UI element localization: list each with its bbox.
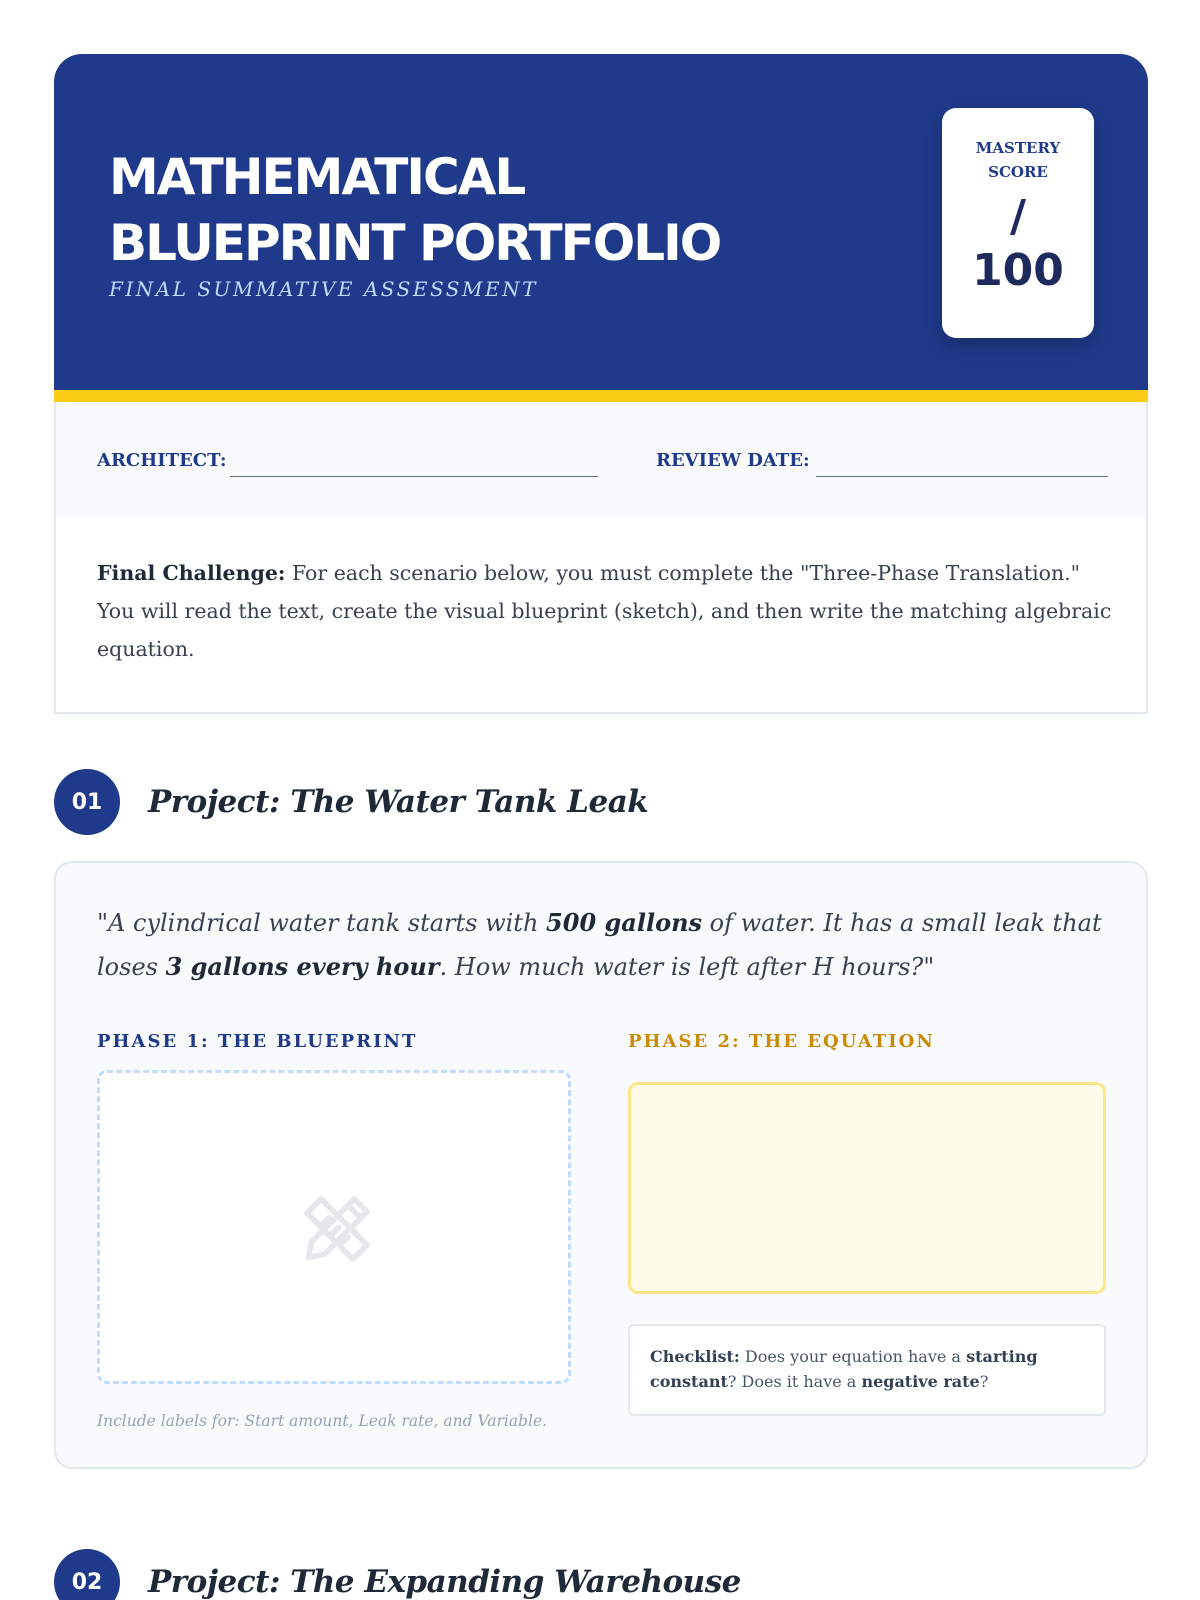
equation-answer-box[interactable]: [628, 1082, 1106, 1294]
section-number-badge: 02: [54, 1549, 120, 1600]
checklist-part: Does your equation have a: [739, 1347, 967, 1366]
project-card-01: [54, 861, 1148, 1469]
mastery-score-card: [942, 108, 1094, 338]
score-slash: /: [1009, 191, 1027, 242]
checklist-part: ?: [979, 1372, 989, 1391]
review-date-field[interactable]: [816, 476, 1108, 477]
section-title: Project: The Expanding Warehouse: [148, 1564, 741, 1600]
checklist-bold: negative rate: [861, 1372, 980, 1391]
phase-2-label: PHASE 2: THE EQUATION: [628, 1031, 935, 1052]
architect-field[interactable]: [230, 476, 598, 477]
title-line-1: MATHEMATICAL: [109, 148, 525, 206]
scenario-part: of water. It has a small leak that loses: [97, 909, 1102, 981]
scenario-part: "A cylindrical water tank starts with: [97, 909, 547, 937]
architect-label: ARCHITECT:: [97, 450, 227, 471]
section-heading-02: [54, 1548, 741, 1600]
checklist-bold: starting constant: [650, 1347, 1038, 1391]
checklist-part: ? Does it have a: [727, 1372, 862, 1391]
phase-1-label: PHASE 1: THE BLUEPRINT: [97, 1031, 418, 1052]
scenario-bold: 500 gallons: [546, 908, 703, 937]
section-number-badge: 01: [54, 769, 120, 835]
blueprint-sketch-area[interactable]: [97, 1070, 571, 1384]
info-panel: [54, 402, 1148, 714]
score-label-line-1: MASTERY: [975, 139, 1061, 157]
title-line-2: BLUEPRINT PORTFOLIO: [109, 214, 721, 272]
scenario-text: [97, 901, 1107, 989]
score-total: 100: [972, 245, 1064, 296]
intro-text: For each scenario below, you must complete the "Three-Phase Translation." You will read the text, create the visual blueprint (sketch), and then write the matching algebraic equation.: [97, 561, 1112, 661]
portfolio-header: [54, 54, 1148, 402]
pencil-ruler-icon: [299, 1191, 375, 1267]
sketch-hint: Include labels for: Start amount, Leak rate, and Variable.: [97, 1412, 548, 1430]
checklist-lead: Checklist:: [650, 1347, 740, 1366]
scenario-part: . How much water is left after H hours?": [439, 953, 935, 981]
scenario-bold: 3 gallons every hour: [165, 952, 440, 981]
section-heading-01: [54, 768, 648, 836]
page-subtitle: FINAL SUMMATIVE ASSESSMENT: [109, 277, 538, 301]
review-date-label: REVIEW DATE:: [656, 450, 810, 471]
student-info-row: [56, 402, 1146, 518]
intro-lead: Final Challenge:: [97, 561, 286, 585]
score-label-line-2: SCORE: [988, 163, 1048, 181]
intro-instructions: [97, 554, 1117, 668]
score-label: [942, 136, 1094, 184]
page-title: [109, 144, 720, 276]
equation-checklist: [628, 1324, 1106, 1416]
section-title: Project: The Water Tank Leak: [148, 784, 649, 820]
